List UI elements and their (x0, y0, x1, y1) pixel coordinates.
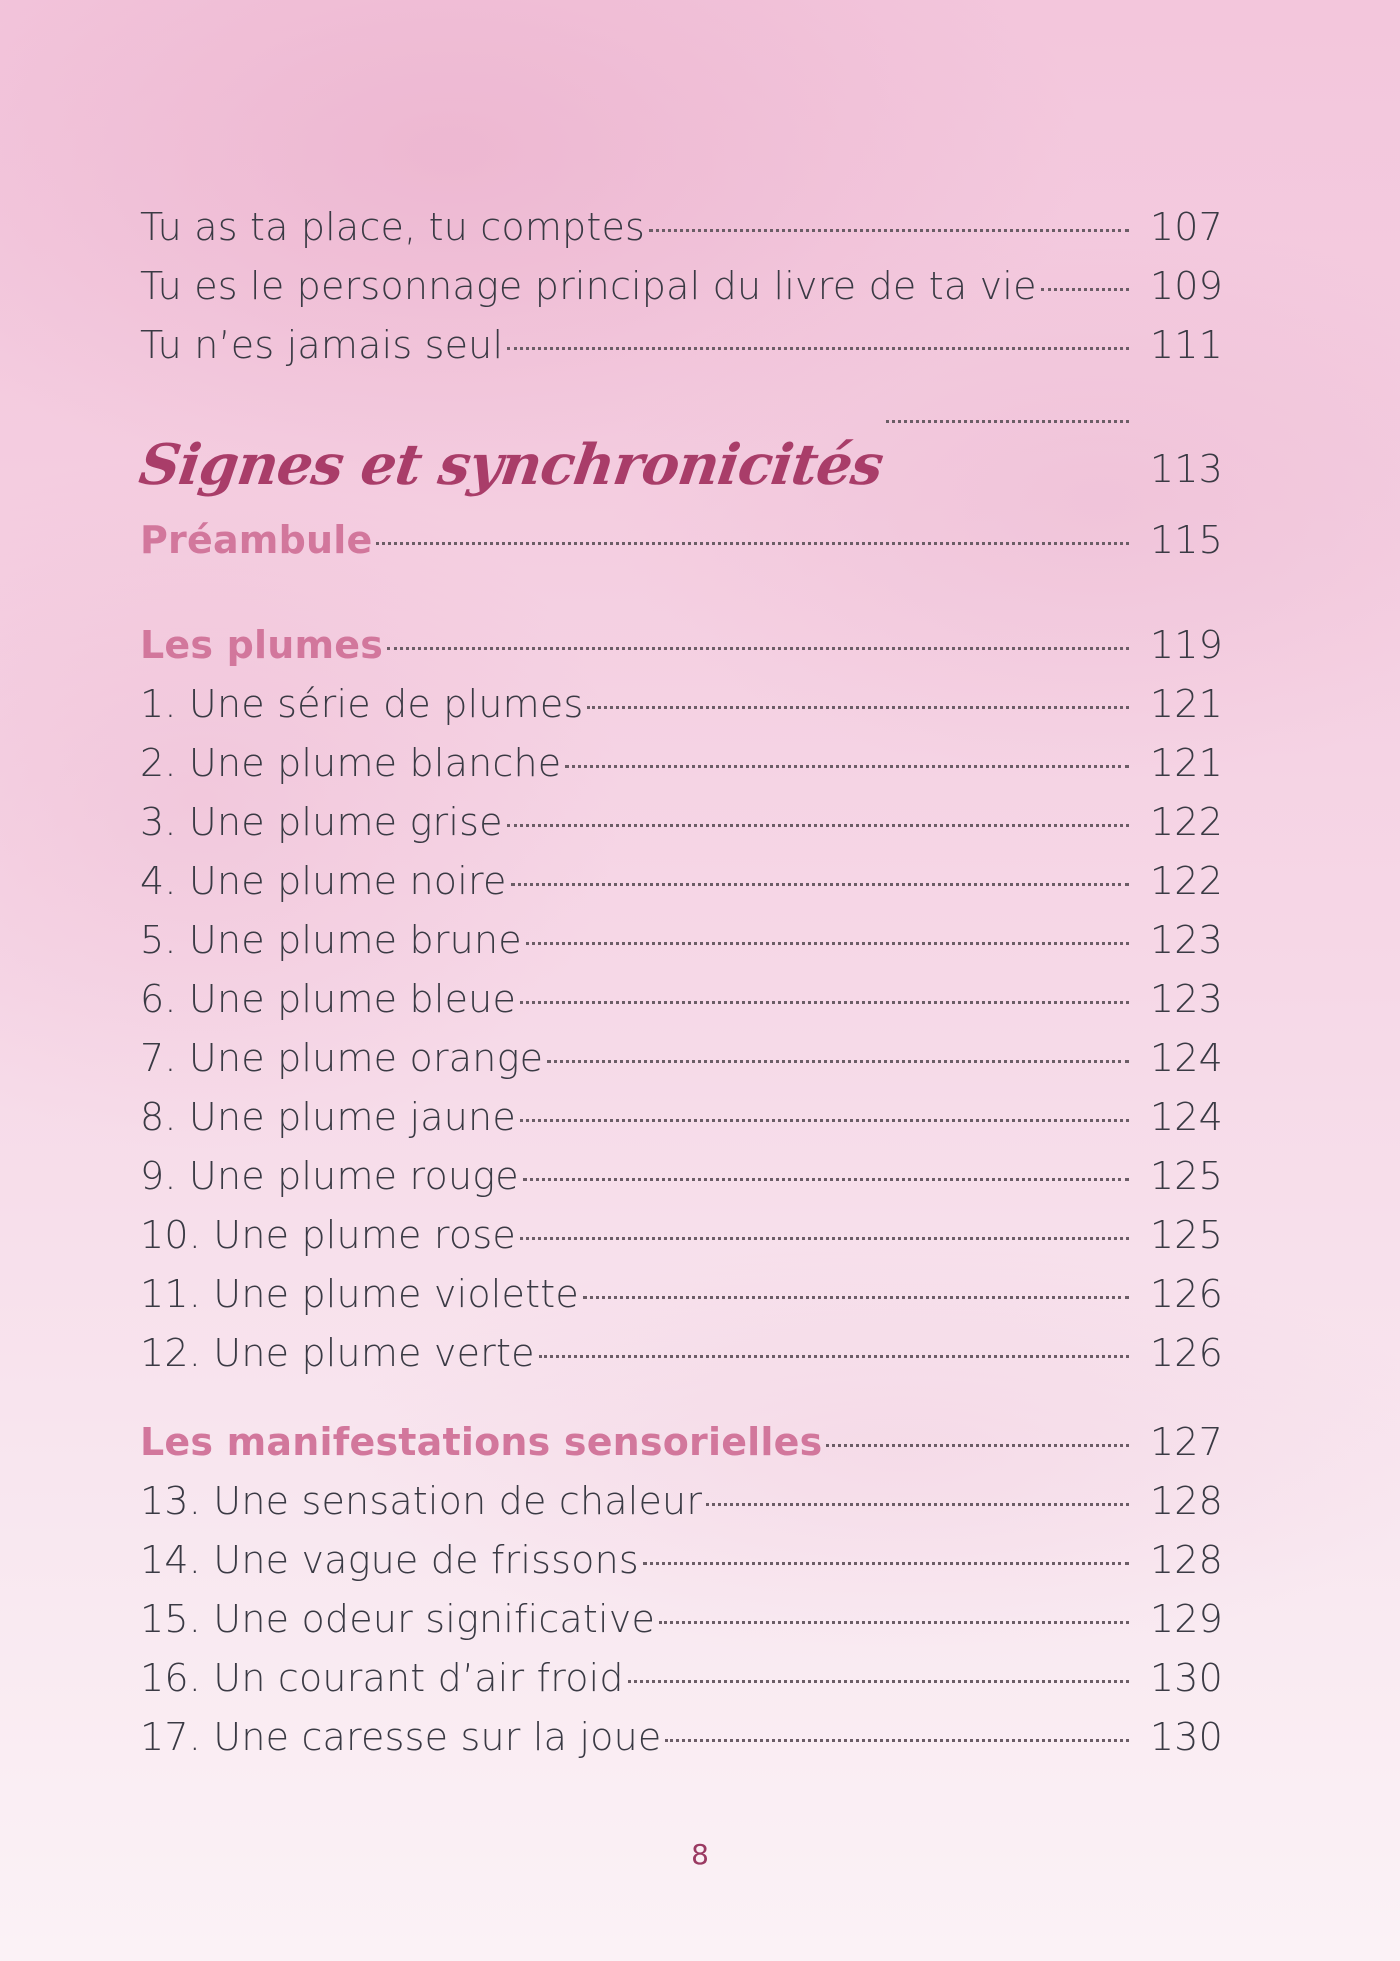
toc-entry-page: 125 (1149, 1213, 1223, 1257)
leader-dots (587, 706, 1129, 709)
leader-dots (520, 1237, 1129, 1240)
toc-entry-label: 10. Une plume rose (140, 1213, 516, 1257)
toc-entry-label: 16. Un courant d’air froid (140, 1656, 624, 1700)
leader-dots (649, 229, 1129, 232)
section-label: Les plumes (140, 623, 384, 667)
leader-dots (628, 1680, 1129, 1683)
toc-entry-page: 123 (1149, 977, 1223, 1021)
table-of-contents (135, 205, 1223, 1774)
toc-entry[interactable] (140, 1036, 1223, 1095)
toc-entry[interactable] (140, 1331, 1223, 1390)
chapter-page: 113 (1149, 447, 1223, 491)
leader-dots (523, 1178, 1129, 1181)
leader-dots (511, 883, 1129, 886)
toc-entry[interactable] (140, 264, 1223, 323)
toc-entry-page: 126 (1149, 1331, 1223, 1375)
toc-entry-label: 2. Une plume blanche (140, 741, 562, 785)
toc-entry[interactable] (140, 918, 1223, 977)
toc-entry-page: 124 (1149, 1095, 1223, 1139)
section-sensorielles[interactable] (140, 1420, 1223, 1479)
toc-entry-page: 111 (1149, 323, 1223, 367)
toc-entry-page: 130 (1149, 1656, 1223, 1700)
toc-entry-label: 14. Une vague de frissons (140, 1538, 639, 1582)
toc-entry-page: 124 (1149, 1036, 1223, 1080)
leader-dots (665, 1739, 1129, 1742)
toc-entry-page: 122 (1149, 800, 1223, 844)
toc-entry[interactable] (140, 682, 1223, 741)
section-label: Préambule (140, 518, 373, 562)
toc-entry[interactable] (140, 1154, 1223, 1213)
toc-entry-label: 11. Une plume violette (140, 1272, 579, 1316)
toc-entry-page: 130 (1149, 1715, 1223, 1759)
toc-entry[interactable] (140, 1597, 1223, 1656)
toc-entry-page: 125 (1149, 1154, 1223, 1198)
toc-entry[interactable] (140, 1656, 1223, 1715)
leader-dots (886, 420, 1129, 423)
toc-entry-label: Tu n’es jamais seul (140, 323, 504, 367)
section-page: 115 (1149, 518, 1223, 562)
toc-entry-label: 9. Une plume rouge (140, 1154, 519, 1198)
toc-entry[interactable] (140, 1479, 1223, 1538)
chapter-title: Signes et synchronicités (135, 432, 887, 498)
spacer (140, 577, 1223, 623)
toc-entry-label: 1. Une série de plumes (140, 682, 584, 726)
leader-dots (826, 1444, 1129, 1447)
toc-entry-label: 12. Une plume verte (140, 1331, 535, 1375)
toc-entry-label: 7. Une plume orange (140, 1036, 544, 1080)
toc-entry[interactable] (140, 741, 1223, 800)
toc-entry[interactable] (140, 1272, 1223, 1331)
leader-dots (376, 542, 1129, 545)
toc-entry-page: 128 (1149, 1538, 1223, 1582)
toc-entry-page: 129 (1149, 1597, 1223, 1641)
toc-entry-page: 107 (1149, 205, 1223, 249)
toc-entry[interactable] (140, 1095, 1223, 1154)
leader-dots (547, 1060, 1129, 1063)
toc-entry-page: 126 (1149, 1272, 1223, 1316)
toc-entry-label: 3. Une plume grise (140, 800, 503, 844)
toc-entry-label: Tu as ta place, tu comptes (140, 205, 646, 249)
section-plumes[interactable] (140, 623, 1223, 682)
leader-dots (507, 347, 1129, 350)
toc-entry[interactable] (140, 1213, 1223, 1272)
leader-dots (539, 1355, 1129, 1358)
toc-entry-page: 128 (1149, 1479, 1223, 1523)
leader-dots (643, 1562, 1129, 1565)
toc-entry-label: 4. Une plume noire (140, 859, 507, 903)
toc-entry-page: 121 (1149, 741, 1223, 785)
toc-entry-label: 5. Une plume brune (140, 918, 522, 962)
leader-dots (565, 765, 1129, 768)
page-number: 8 (691, 1838, 709, 1871)
section-label: Les manifestations sensorielles (140, 1420, 823, 1464)
leader-dots (706, 1503, 1129, 1506)
leader-dots (520, 1001, 1129, 1004)
leader-dots (520, 1119, 1129, 1122)
toc-entry-page: 121 (1149, 682, 1223, 726)
leader-dots (583, 1296, 1129, 1299)
leader-dots (1041, 288, 1129, 291)
leader-dots (659, 1621, 1129, 1624)
toc-entry[interactable] (140, 205, 1223, 264)
toc-entry-label: 17. Une caresse sur la joue (140, 1715, 662, 1759)
chapter-entry[interactable] (135, 412, 1223, 518)
toc-entry[interactable] (140, 323, 1223, 382)
toc-entry-label: 13. Une sensation de chaleur (140, 1479, 703, 1523)
toc-entry-label: Tu es le personnage principal du livre de ta vie (140, 264, 1037, 308)
toc-entry-label: 15. Une odeur significative (140, 1597, 656, 1641)
toc-entry[interactable] (140, 977, 1223, 1036)
spacer (140, 382, 1223, 412)
toc-entry-page: 109 (1149, 264, 1223, 308)
section-page: 127 (1149, 1420, 1223, 1464)
toc-entry[interactable] (140, 1538, 1223, 1597)
toc-entry-page: 123 (1149, 918, 1223, 962)
spacer (140, 1390, 1223, 1420)
toc-entry[interactable] (140, 859, 1223, 918)
section-page: 119 (1149, 623, 1223, 667)
toc-entry-label: 8. Une plume jaune (140, 1095, 516, 1139)
leader-dots (387, 647, 1129, 650)
leader-dots (526, 942, 1129, 945)
toc-entry-page: 122 (1149, 859, 1223, 903)
toc-entry-label: 6. Une plume bleue (140, 977, 517, 1021)
toc-entry[interactable] (140, 1715, 1223, 1774)
leader-dots (507, 824, 1129, 827)
section-preambule[interactable] (140, 518, 1223, 577)
toc-entry[interactable] (140, 800, 1223, 859)
